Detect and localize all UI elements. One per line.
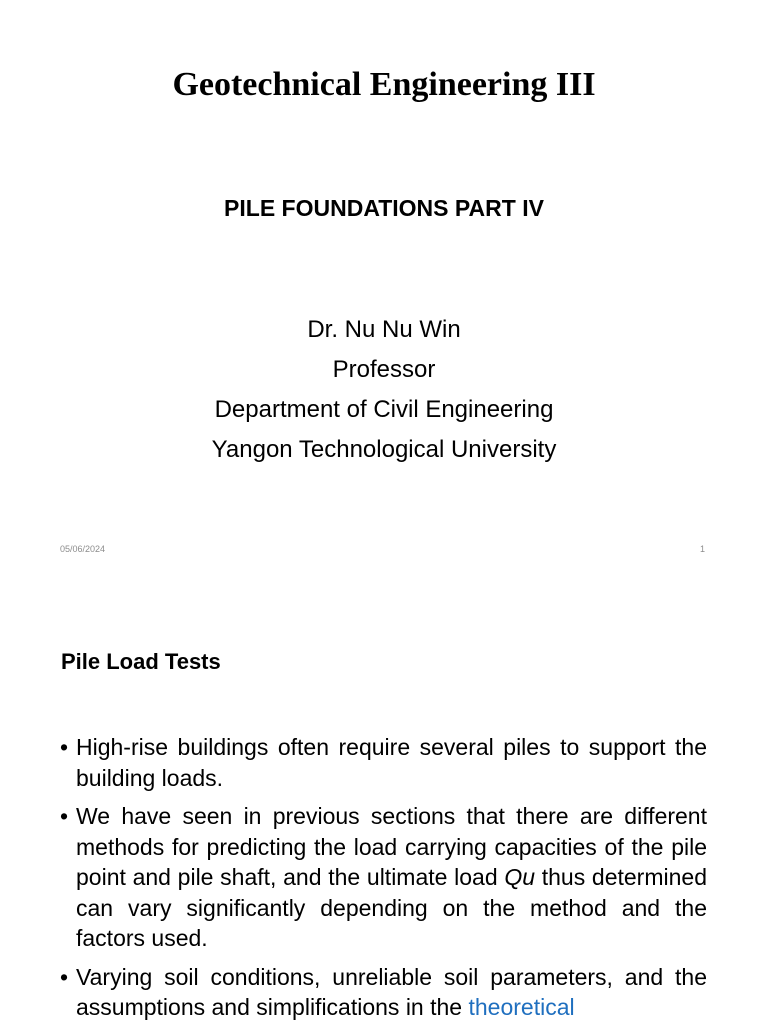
author-university: Yangon Technological University: [211, 436, 557, 463]
list-item: [60, 801, 707, 954]
author-department: Department of Civil Engineering: [214, 396, 554, 423]
bullet-list: [60, 732, 707, 1031]
slide-subtitle: PILE FOUNDATIONS PART IV: [224, 195, 544, 221]
bullet-italic-text: Qu: [504, 864, 536, 890]
slide-title: Geotechnical Engineering III: [172, 66, 596, 103]
bullet-text: Varying soil conditions, unreliable soil parameters, and the assumptions and simplifications in the: [76, 963, 707, 1020]
slide-date: 05/06/2024: [60, 544, 106, 554]
slide-page-number: 1: [700, 544, 706, 554]
bullet-icon: •: [60, 963, 69, 990]
bullet-icon: •: [60, 803, 69, 829]
list-item: [60, 962, 707, 1023]
bullet-text: We have seen in previous sections that there are different methods for predicting the load carrying capacities of the pile point and pile shaft, and the ultimate load: [76, 803, 707, 890]
content-slide: [0, 576, 768, 1024]
author-name: Dr. Nu Nu Win: [307, 316, 461, 343]
highlighted-text: theoretical: [468, 994, 575, 1020]
list-item: [60, 732, 707, 793]
bullet-text: High-rise buildings often require several piles to support the building loads.: [76, 734, 707, 791]
author-block: [0, 310, 768, 470]
bullet-text-continued: thus determined can vary significantly depending on the method and the factors used.: [76, 864, 707, 951]
bullet-icon: •: [60, 734, 69, 760]
slide-title: Pile Load Tests: [61, 649, 221, 674]
author-title: Professor: [332, 356, 436, 383]
